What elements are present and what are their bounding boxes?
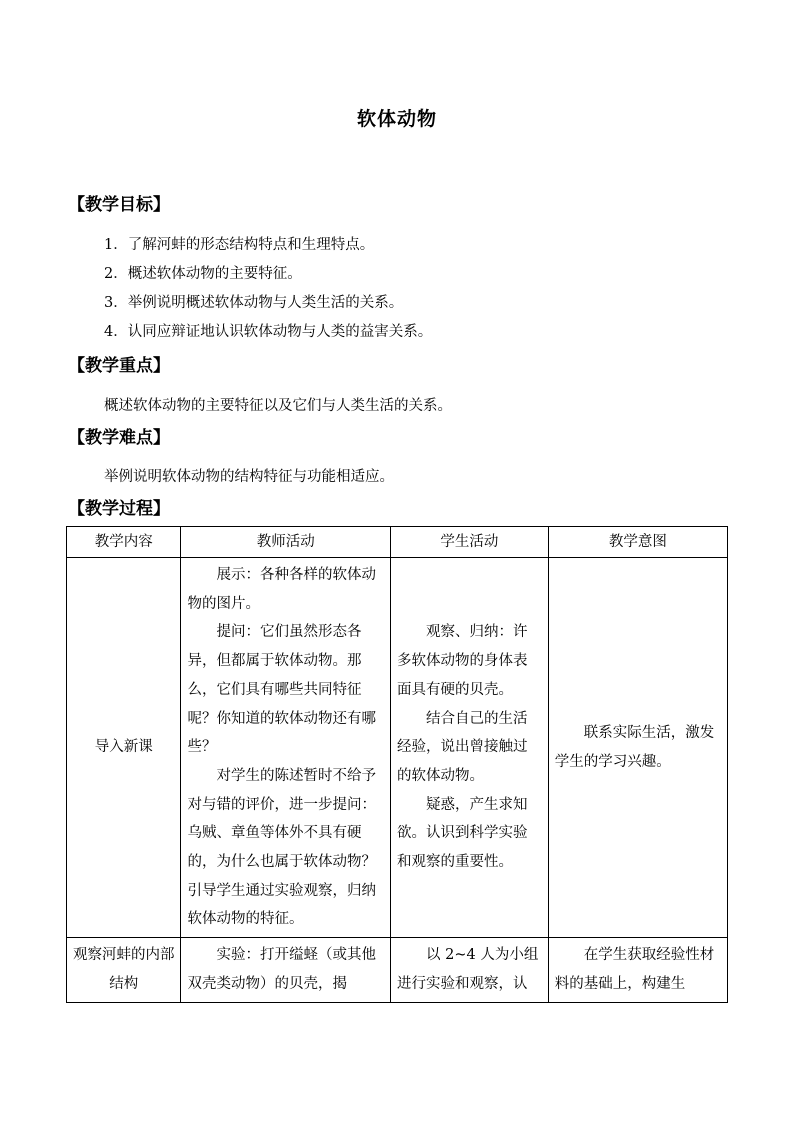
cell-teacher (181, 558, 391, 938)
goal-item: 3．举例说明概述软体动物与人类生活的关系。 (104, 295, 404, 311)
goal-item: 1．了解河蚌的形态结构特点和生理特点。 (104, 237, 375, 253)
cell-paragraph: 展示：各种各样的软体动物的图片。 (187, 567, 376, 612)
cell-paragraph: 以 2~4 人为小组进行实验和观察，认 (397, 947, 539, 992)
cell-paragraph: 在学生获取经验性材料的基础上，构建生 (554, 947, 715, 992)
cell-intent (548, 938, 727, 1002)
page-title: 软体动物 (356, 108, 437, 130)
table-row (67, 558, 728, 938)
cell-student (391, 938, 549, 1002)
cell-content: 观察河蚌的内部结构 (67, 938, 181, 1002)
table-row (67, 938, 728, 1002)
section-heading-difficulties: 【教学难点】 (68, 428, 170, 448)
section-heading-key-points: 【教学重点】 (68, 356, 170, 376)
table-header-row (67, 527, 728, 558)
difficulties-text: 举例说明软体动物的结构特征与功能相适应。 (104, 469, 394, 485)
section-heading-process: 【教学过程】 (68, 499, 170, 519)
column-header: 教师活动 (181, 527, 391, 558)
cell-paragraph: 提问：它们虽然形态各异，但都属于软体动物。那么，它们具有哪些共同特征呢？你知道的软体动物还有哪些？ (187, 624, 376, 756)
section-heading-goals: 【教学目标】 (68, 195, 170, 215)
cell-teacher (181, 938, 391, 1002)
cell-paragraph: 对学生的陈述暂时不给予对与错的评价，进一步提问：乌贼、章鱼等体外不具有硬的，为什么也属于软体动物？引导学生通过实验观察，归纳软体动物的特征。 (187, 767, 376, 928)
cell-content: 导入新课 (67, 558, 181, 938)
column-header: 学生活动 (391, 527, 549, 558)
cell-intent (548, 558, 727, 938)
cell-paragraph: 观察、归纳：许多软体动物的身体表面具有硬的贝壳。 (397, 624, 528, 698)
column-header: 教学内容 (67, 527, 181, 558)
key-points-text: 概述软体动物的主要特征以及它们与人类生活的关系。 (104, 398, 452, 414)
cell-paragraph: 实验：打开缢蛏（或其他双壳类动物）的贝壳，揭 (187, 947, 376, 992)
goal-item: 2．概述软体动物的主要特征。 (104, 266, 302, 282)
cell-paragraph: 疑惑，产生求知欲。认识到科学实验和观察的重要性。 (397, 796, 528, 871)
column-header: 教学意图 (548, 527, 727, 558)
cell-student (391, 558, 549, 938)
cell-paragraph: 结合自己的生活经验，说出曾接触过的软体动物。 (397, 710, 528, 784)
goal-item: 4．认同应辩证地认识软体动物与人类的益害关系。 (104, 324, 433, 340)
teaching-process-table (66, 526, 728, 1003)
cell-paragraph: 联系实际生活，激发学生的学习兴趣。 (554, 724, 715, 770)
